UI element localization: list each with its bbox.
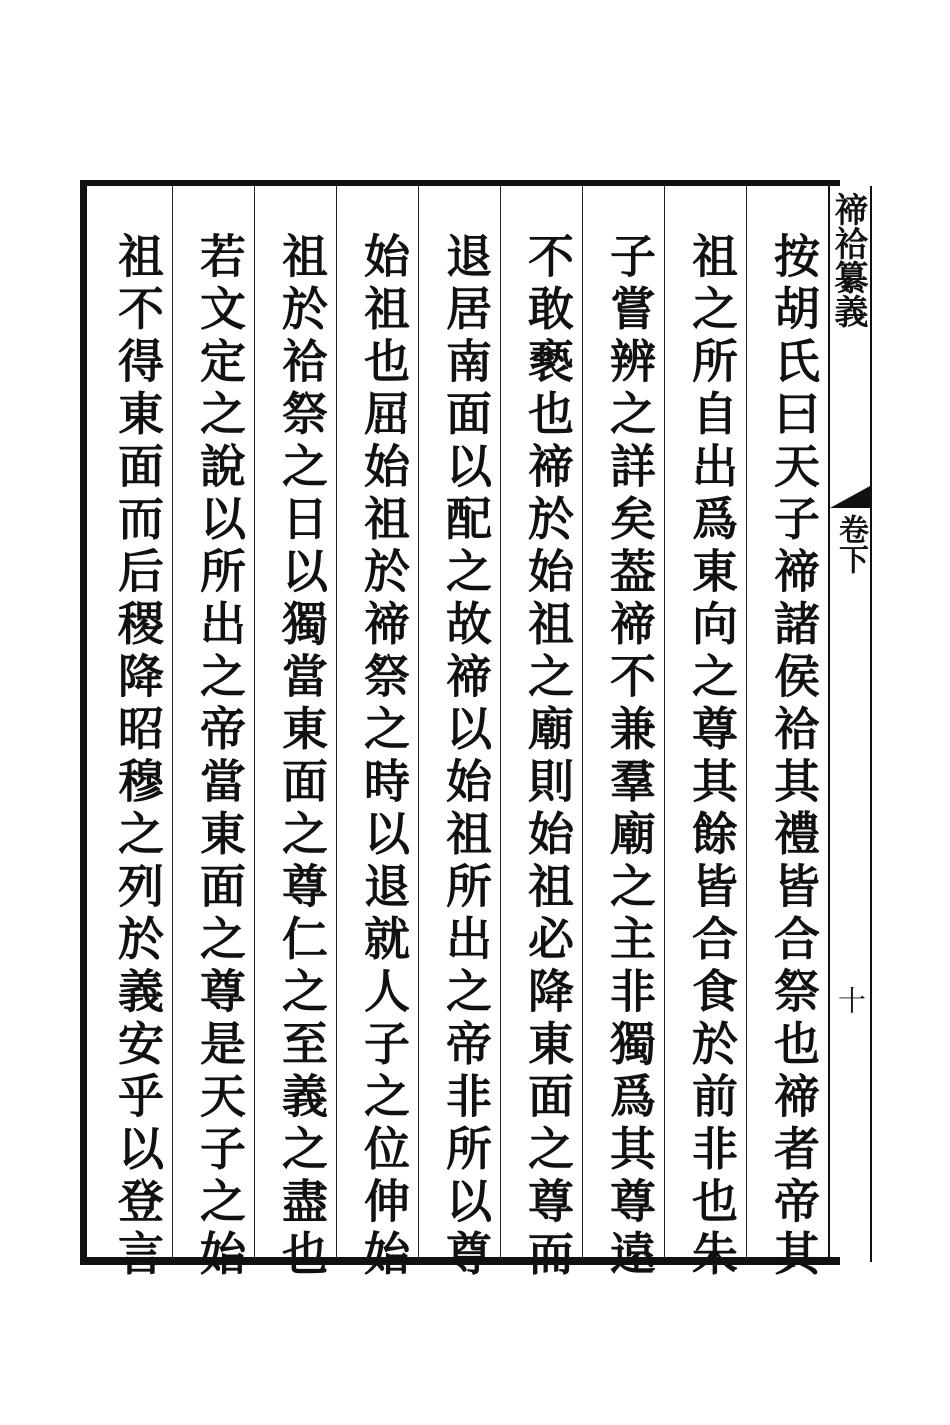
margin-page-number: 十 — [834, 986, 867, 1014]
text-column-1: 按胡氏曰天子禘諸侯祫其禮皆合祭也禘者帝其 — [767, 232, 821, 1282]
text-column-6: 始祖也屈始祖於禘祭之時以退就人子之位伸始 — [357, 232, 411, 1282]
text-column-5: 退居南面以配之故禘以始祖所出之帝非所以尊 — [439, 232, 493, 1282]
page-margin-banxin — [828, 186, 872, 1262]
text-column-2: 祖之所自出爲東向之尊其餘皆合食於前非也朱 — [685, 232, 739, 1282]
column-divider — [664, 186, 665, 1258]
text-column-3: 子嘗辨之詳矣葢禘不兼羣廟之主非獨爲其尊遠 — [603, 232, 657, 1282]
column-divider — [582, 186, 583, 1258]
column-divider — [746, 186, 747, 1258]
column-divider — [336, 186, 337, 1258]
margin-title: 禘祫纂義 — [828, 192, 868, 328]
margin-volume: 卷下 — [833, 514, 868, 574]
fishtail-mark — [830, 486, 870, 508]
column-divider — [418, 186, 419, 1258]
column-divider — [254, 186, 255, 1258]
text-column-7: 祖於祫祭之日以獨當東面之尊仁之至義之盡也 — [275, 232, 329, 1282]
text-column-4: 不敢褻也禘於始祖之廟則始祖必降東面之尊而 — [521, 232, 575, 1282]
text-column-8: 若文定之說以所出之帝當東面之尊是天子之始 — [193, 232, 247, 1282]
column-divider — [500, 186, 501, 1258]
text-column-9: 祖不得東面而后稷降昭穆之列於義安乎以登言 — [111, 232, 165, 1282]
column-divider — [172, 186, 173, 1258]
